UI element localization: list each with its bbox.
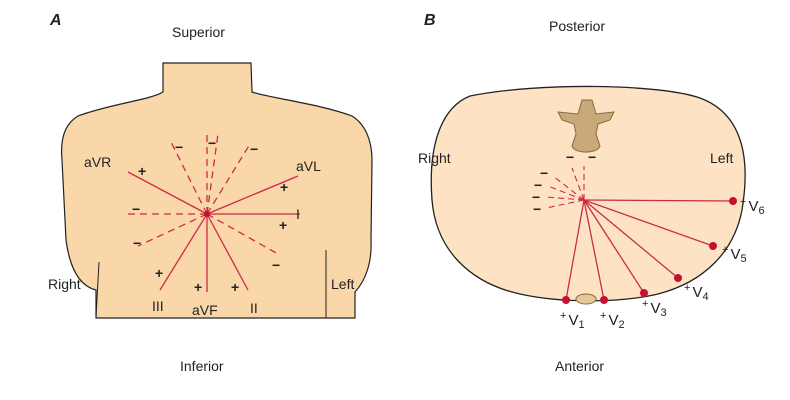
label-anterior: Anterior xyxy=(555,358,605,374)
minus-sign-avl: − xyxy=(133,235,142,251)
lead-v2-plus: + xyxy=(600,310,607,322)
plus-sign-ii: + xyxy=(231,279,240,295)
label-superior: Superior xyxy=(172,24,225,40)
minus-mark-left-3: − xyxy=(532,189,541,205)
lead-v4-label xyxy=(684,282,709,303)
lead-v3-name: V xyxy=(650,300,661,317)
plus-sign-iii: + xyxy=(155,265,164,281)
minus-mark-left-4: − xyxy=(533,201,542,217)
minus-mark-vertebra-1: − xyxy=(566,149,575,165)
electrode-v2 xyxy=(600,296,608,304)
lead-v2-label xyxy=(600,310,625,331)
lead-v1-sub: 1 xyxy=(578,319,585,331)
electrode-v1 xyxy=(562,296,570,304)
lead-v4-sub: 4 xyxy=(702,291,709,303)
electrode-v3 xyxy=(640,289,648,297)
plus-sign-avl: + xyxy=(280,179,289,195)
lead-i-label: I xyxy=(296,206,300,222)
minus-sign-iii: − xyxy=(250,141,259,157)
minus-sign-i: − xyxy=(132,201,141,217)
label-left-a: Left xyxy=(331,276,355,292)
panel-a-label: A xyxy=(50,12,62,29)
minus-mark-left-2: − xyxy=(534,177,543,193)
lead-v1-plus: + xyxy=(560,310,567,322)
lead-v5-plus: + xyxy=(722,244,729,256)
lead-v6-sub: 6 xyxy=(758,205,765,217)
lead-avf-label: aVF xyxy=(192,302,218,318)
lead-v3-label xyxy=(642,298,667,319)
lead-v2-sub: 2 xyxy=(618,319,625,331)
electrode-v6 xyxy=(729,197,737,205)
lead-v4-plus: + xyxy=(684,282,691,294)
minus-mark-vertebra-2: − xyxy=(588,149,597,165)
lead-v5-label xyxy=(722,244,747,265)
electrode-v5 xyxy=(709,242,717,250)
lead-v5-name: V xyxy=(730,246,741,263)
lead-v5-sub: 5 xyxy=(740,253,747,265)
lead-iii-label: III xyxy=(152,298,164,314)
panel-b-label: B xyxy=(424,12,436,29)
lead-v4-name: V xyxy=(692,284,703,301)
sternum xyxy=(576,294,596,304)
lead-v6-plus: + xyxy=(740,196,747,208)
lead-v6-name: V xyxy=(748,198,759,215)
plus-sign-avf: + xyxy=(194,279,203,295)
minus-sign-avr: − xyxy=(272,257,281,273)
lead-avl-label: aVL xyxy=(296,158,321,174)
plus-sign-avr: + xyxy=(138,163,147,179)
label-right-b: Right xyxy=(418,150,451,166)
lead-ii-label: II xyxy=(250,300,258,316)
minus-mark-left-1: − xyxy=(540,165,549,181)
plus-sign-i: + xyxy=(279,217,288,233)
label-inferior: Inferior xyxy=(180,358,224,374)
lead-v6-label xyxy=(740,196,765,217)
lead-v3-plus: + xyxy=(642,298,649,310)
lead-v2-name: V xyxy=(608,312,619,329)
lead-v1-name: V xyxy=(568,312,579,329)
heart-center-a xyxy=(204,211,210,217)
lead-v3-sub: 3 xyxy=(660,307,667,319)
minus-sign-ii: − xyxy=(175,139,184,155)
label-posterior: Posterior xyxy=(549,18,606,34)
electrode-v4 xyxy=(674,274,682,282)
chest-silhouette xyxy=(62,63,372,318)
minus-sign-avf: − xyxy=(208,135,217,151)
label-right-a: Right xyxy=(48,276,81,292)
lead-v1-label xyxy=(560,310,585,331)
lead-avr-label: aVR xyxy=(84,154,112,170)
label-left-b: Left xyxy=(710,150,734,166)
